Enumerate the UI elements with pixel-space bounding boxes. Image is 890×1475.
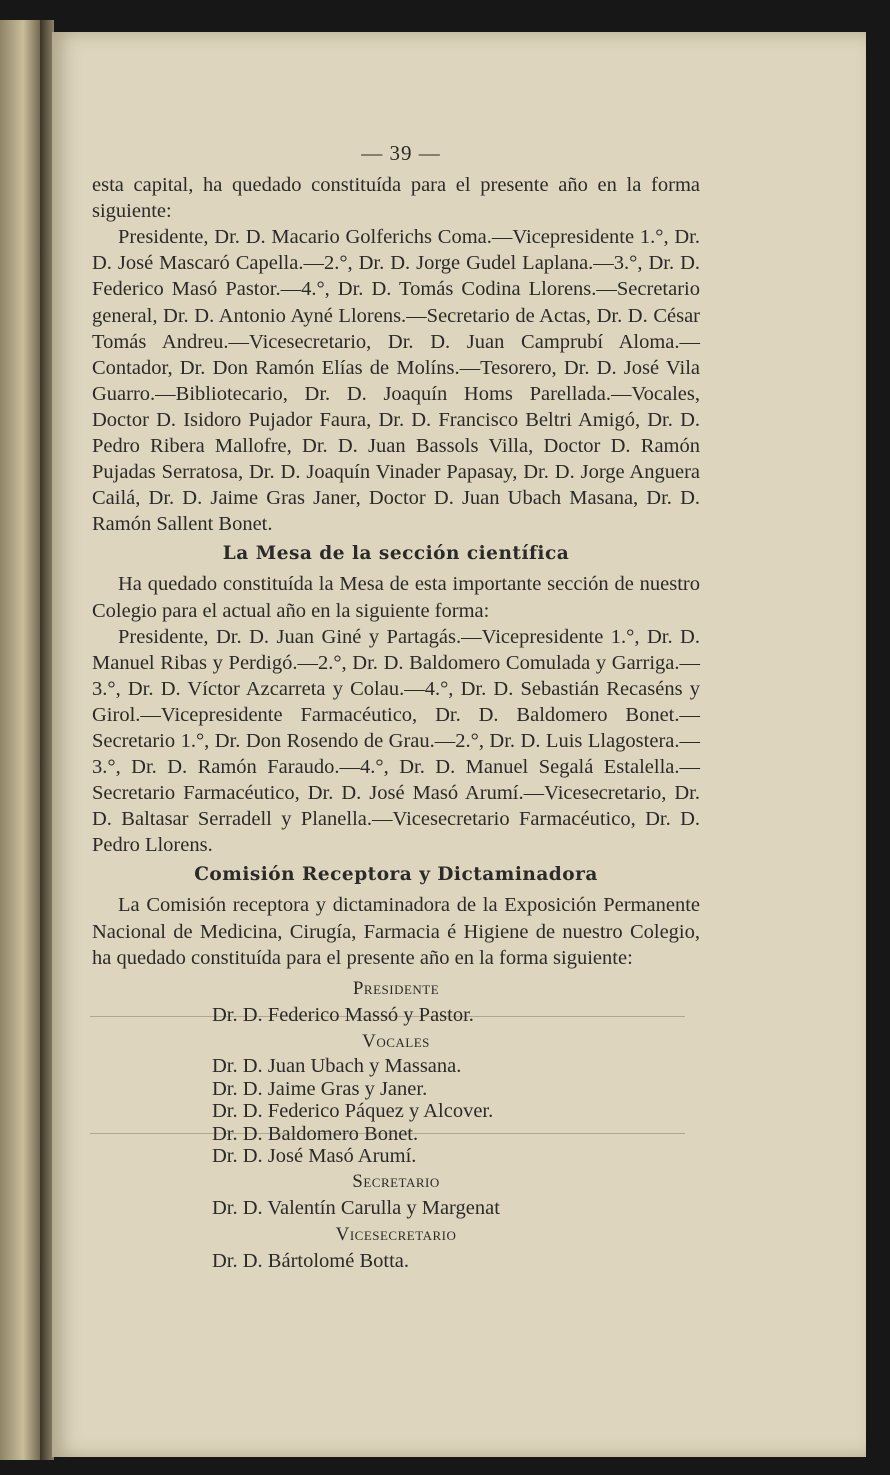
previous-page-edge [0, 20, 42, 1460]
member-vocal: Dr. D. Federico Páquez y Alcover. [212, 1100, 494, 1123]
mesa-intro: Ha quedado constituída la Mesa de esta importante sección de nuestro Colegio para el actual año en la siguiente forma: [92, 573, 700, 622]
role-label-vocales: Vocales [362, 1031, 430, 1053]
member-presidente: Dr. D. Federico Massó y Pastor. [212, 1003, 474, 1026]
member-vocal: Dr. D. José Masó Arumí. [212, 1145, 417, 1168]
member-secretario: Dr. D. Valentín Carulla y Margenat [212, 1196, 500, 1219]
intro-paragraph: esta capital, ha quedado constituída para el presente año en la forma siguiente: [92, 174, 700, 223]
member-vicesecretario: Dr. D. Bártolomé Botta. [212, 1250, 410, 1273]
role-label-secretario: Secretario [352, 1170, 440, 1192]
section-heading-mesa: La Mesa de la sección científica [222, 543, 570, 565]
member-vocal: Dr. D. Juan Ubach y Massana. [212, 1055, 462, 1078]
member-vocal: Dr. D. Baldomero Bonet. [212, 1122, 419, 1145]
member-vocal: Dr. D. Jaime Gras y Janer. [212, 1077, 428, 1100]
comision-roster [92, 975, 700, 1275]
page-content [92, 140, 700, 1275]
role-label-presidente: Presidente [352, 977, 440, 999]
page-number: — 39 — [361, 141, 441, 165]
section-heading-comision: Comisión Receptora y Dictaminadora [194, 864, 598, 886]
mesa-body: Presidente, Dr. D. Juan Giné y Partagás.—Vicepresidente 1.°, Dr. D. Manuel Ribas y Perdigó.—2.°, Dr. D. Baldomero Comulada y Garriga.—3.°, Dr. D. Víctor Azcarreta y Colau.—4.°, Dr. D. Sebastián Recaséns y Girol.—Vicepresidente Farmacéutico, Dr. D. Baldomero Bonet.—Secretario 1.°, Dr. Don Rosendo de Grau.—2.°, Dr. D. Luis Llagostera.—3.°, Dr. D. Ramón Faraudo.—4.°, Dr. D. Manuel Segalá Estalella.—Secretario Farmacéutico, Dr. D. José Masó Arumí.—Vicesecretario, Dr. D. Baltasar Serradell y Planella.—Vicesecretario Farmacéutico, Dr. D. Pedro Llorens. [92, 625, 700, 857]
comision-intro: La Comisión receptora y dictaminadora de la Exposición Permanente Nacional de Medicina, Cirugía, Farmacia é Higiene de nuestro Colegio, ha quedado constituída para el presente año en la forma siguiente: [92, 894, 700, 969]
role-label-vicesecretario: Vicesecretario [335, 1224, 457, 1246]
board-paragraph: Presidente, Dr. D. Macario Golferichs Coma.—Vicepresidente 1.°, Dr. D. José Mascaró Capella.—2.°, Dr. D. Jorge Gudel Laplana.—3.°, Dr. D. Federico Masó Pastor.—4.°, Dr. D. Tomás Codina Llorens.—Secretario general, Dr. D. Antonio Ayné Llorens.—Secretario de Actas, Dr. D. César Tomás Andreu.—Vicesecretario, Dr. D. Juan Camprubí Aloma.—Contador, Dr. Don Ramón Elías de Molíns.—Tesorero, Dr. D. José Vila Guarro.—Bibliotecario, Dr. D. Joaquín Homs Parellada.—Vocales, Doctor D. Isidoro Pujador Faura, Dr. D. Francisco Beltri Amigó, Dr. D. Pedro Ribera Mallofre, Dr. D. Juan Bassols Villa, Doctor D. Ramón Pujadas Serratosa, Dr. D. Joaquín Vinader Papasay, Dr. D. Jorge Anguera Cailá, Dr. D. Jaime Gras Janer, Doctor D. Juan Ubach Masana, Dr. D. Ramón Sallent Bonet. [92, 226, 700, 536]
